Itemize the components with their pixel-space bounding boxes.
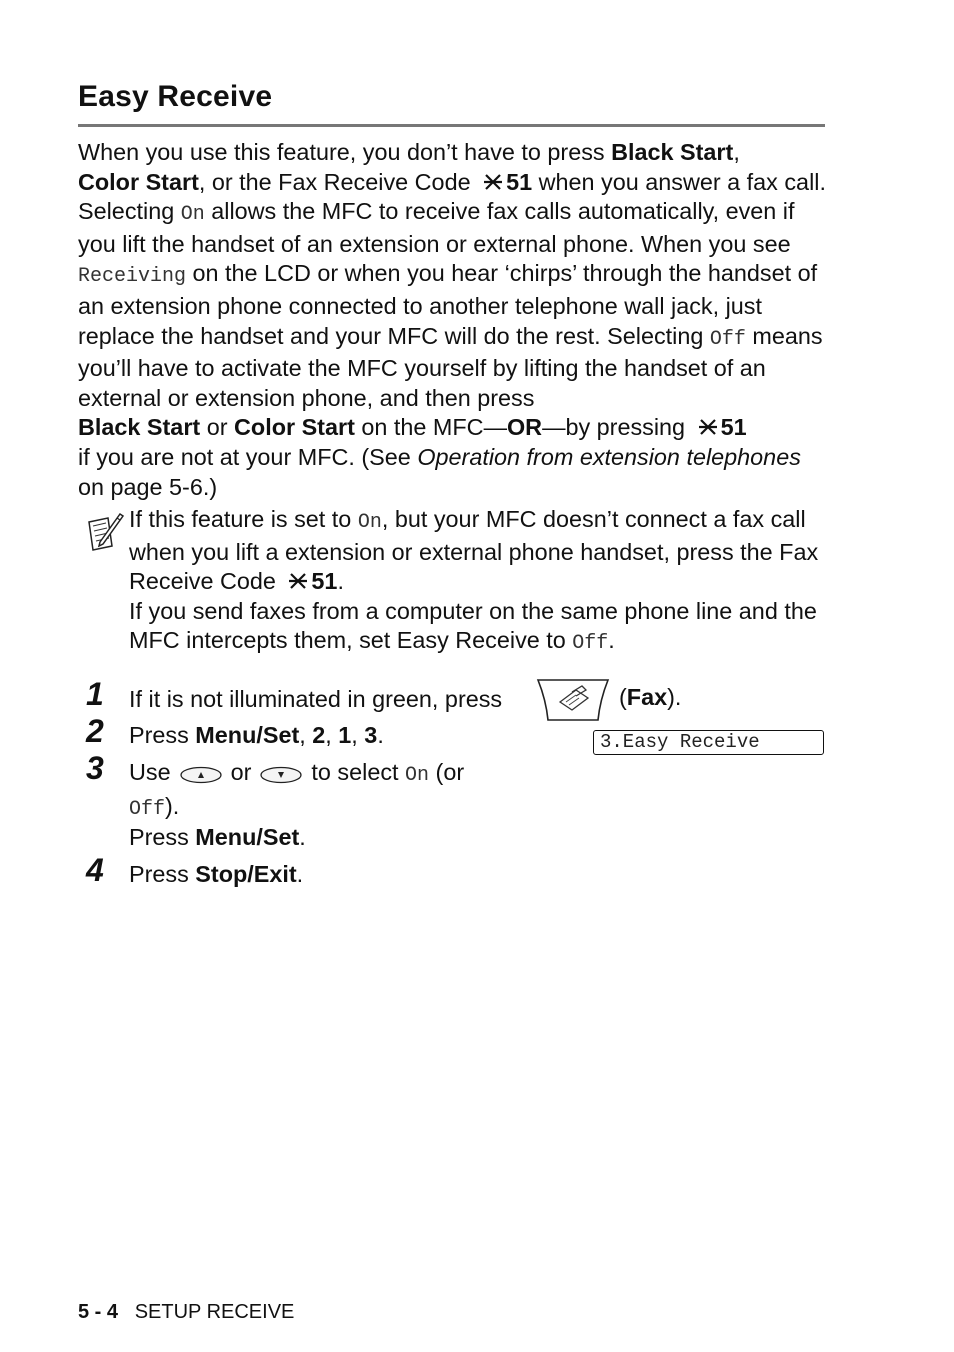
step-number: 4 xyxy=(86,852,104,888)
page-footer xyxy=(78,1301,294,1324)
step-text: Use or to select On (or Off). xyxy=(129,759,465,821)
note-pencil-icon xyxy=(86,512,124,552)
note-text: If this feature is set to On, but your MFC doesn’t connect a fax call when you lift a extension or external phone handset, press the Fax Receive Code 51. If you send faxes from a computer on the same phone line and the MFC intercepts them, set Easy Receive to Off. xyxy=(129,506,819,656)
step-number: 3 xyxy=(86,750,104,786)
star-icon xyxy=(698,417,718,437)
fax-key-icon xyxy=(536,676,610,724)
receive-code: 51 xyxy=(720,414,747,441)
black-start-key-name: Black Start xyxy=(78,414,201,441)
step-text: Press Menu/Set. xyxy=(129,824,306,850)
fax-key-label: (Fax). xyxy=(619,684,682,710)
off-setting: Off xyxy=(572,632,609,656)
black-start-key-name: Black Start xyxy=(611,139,734,165)
on-setting: On xyxy=(357,511,382,534)
on-setting: On xyxy=(180,203,205,227)
down-arrow-key-icon xyxy=(259,766,303,784)
cross-reference: Operation from extension telephones xyxy=(417,443,801,470)
color-start-key-name: Color Start xyxy=(234,414,355,441)
receive-code: 51 xyxy=(311,568,338,595)
receive-code: 51 xyxy=(506,168,533,195)
on-setting: On xyxy=(405,764,430,787)
lcd-display: 3.Easy Receive xyxy=(593,730,824,755)
off-setting: Off xyxy=(129,798,166,821)
or-emphasis: OR xyxy=(506,414,543,441)
step-number: 1 xyxy=(86,676,104,712)
receiving-lcd-text: Receiving xyxy=(78,265,187,289)
star-icon xyxy=(483,172,503,192)
step-number: 2 xyxy=(86,713,104,749)
title-rule xyxy=(78,124,825,127)
color-start-key-name: Color Start xyxy=(78,168,199,195)
step-text: Press Stop/Exit. xyxy=(129,861,304,887)
page-number: 5 - 4 xyxy=(78,1301,119,1323)
section-name: SETUP RECEIVE xyxy=(134,1301,295,1323)
page-title: Easy Receive xyxy=(78,80,273,113)
off-setting: Off xyxy=(709,327,746,351)
up-arrow-key-icon xyxy=(179,766,223,784)
intro-paragraph: When you use this feature, you don’t have to press Black Start, Color Start, or the Fax Receive Code 51 when you answer a fax call. Selecting On allows the MFC to receive fax calls automatically, even if you lift the handset of an extension or external phone. When you see Receiving on the LCD or when you hear ‘chirps’ through the handset of an extension phone connected to another telephone wall jack, just replace the handset and your MFC will do the rest. Selecting Off means you’ll have to activate the MFC yourself by lifting the handset of an external or extension phone, and then press Black Start or Color Start on the MFC—OR—by pressing 51 if you are not at your MFC. (See Operation from extension telephones on page 5-6.) xyxy=(78,139,826,500)
step-text: Press Menu/Set, 2, 1, 3. xyxy=(129,722,384,748)
star-icon xyxy=(288,571,308,591)
step-text: If it is not illuminated in green, press xyxy=(129,686,503,712)
